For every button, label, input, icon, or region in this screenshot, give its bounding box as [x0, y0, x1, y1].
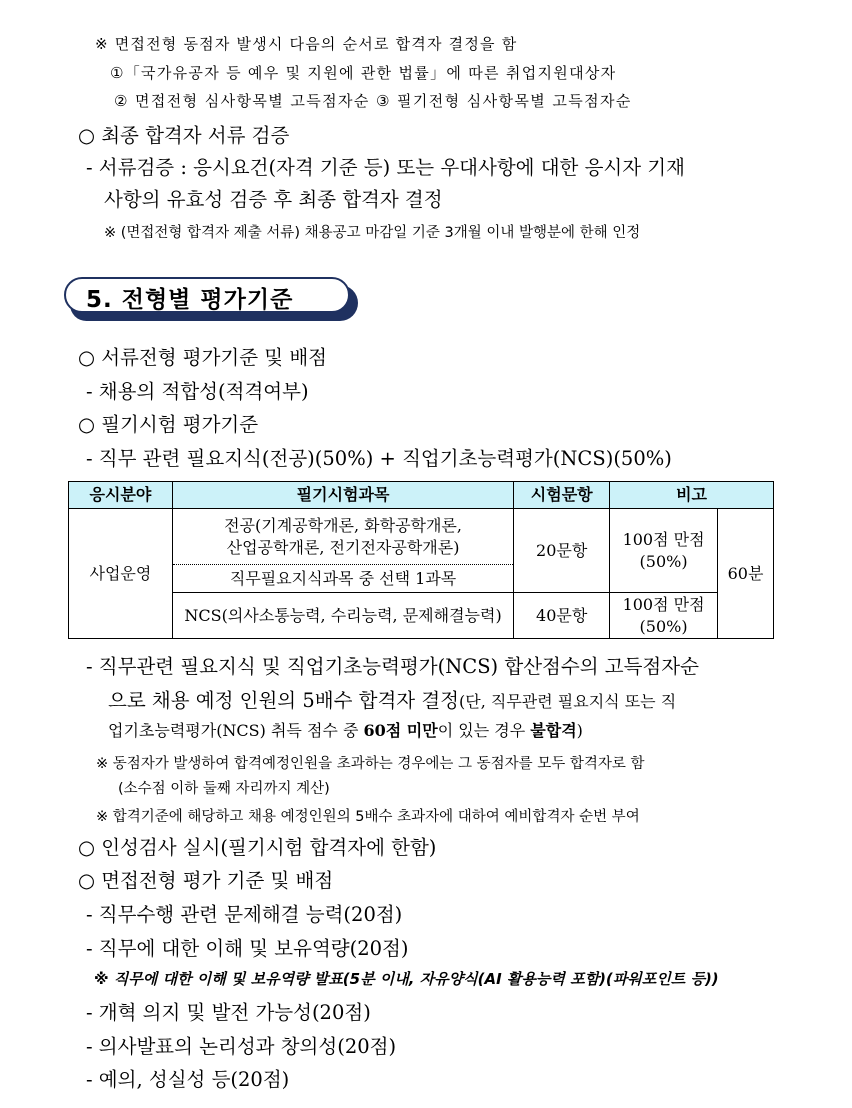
- pass-rule-line-3: [108, 718, 583, 741]
- pass-rule-3b: 60점 미만: [363, 721, 438, 740]
- cell-questions-2: 40문항: [514, 593, 610, 639]
- table-row: [69, 509, 774, 565]
- interview-item-1: - 직무수행 관련 문제해결 능력(20점): [86, 903, 403, 926]
- header-subject: 필기시험과목: [172, 482, 513, 509]
- header-remarks: 비고: [610, 482, 774, 509]
- tie-note-2: (소수점 이하 둘째 자리까지 계산): [118, 781, 330, 797]
- tie-rule-item-1: ①「국가유공자 등 예우 및 지원에 관한 법률」에 따른 취업지원대상자: [110, 64, 617, 82]
- cell-questions-1: 20문항: [514, 509, 610, 593]
- written-criteria-title: ○ 필기시험 평가기준: [78, 413, 259, 436]
- score-2-line-2: (50%): [639, 616, 688, 636]
- cell-subject-ncs: NCS(의사소통능력, 수리능력, 문제해결능력): [172, 593, 513, 639]
- subject-major-line-2: 산업공학개론, 전기전자공학개론): [226, 537, 460, 557]
- section-heading: [64, 277, 356, 317]
- pass-rule-3a: 업기초능력평가(NCS) 취득 점수 중: [108, 721, 364, 740]
- final-check-desc-1: - 서류검증 : 응시요건(자격 기준 등) 또는 우대사항에 대한 응시자 기재: [86, 156, 685, 179]
- personality-test: ○ 인성검사 실시(필기시험 합격자에 한함): [78, 836, 437, 859]
- final-check-title: ○ 최종 합격자 서류 검증: [78, 124, 290, 147]
- interview-item-2-note: ※ 직무에 대한 이해 및 보유역량 발표(5분 이내, 자유양식(AI 활용능력 포함)(파워포인트 등)): [94, 970, 719, 988]
- cell-subject-major: [172, 509, 513, 565]
- interview-item-3: - 개혁 의지 및 발전 가능성(20점): [86, 1001, 371, 1024]
- pass-rule-3e: ): [576, 721, 583, 740]
- tie-note-1: ※ 동점자가 발생하여 합격예정인원을 초과하는 경우에는 그 동점자를 모두 합격자로 함: [96, 756, 645, 772]
- reserve-note: ※ 합격기준에 해당하고 채용 예정인원의 5배수 초과자에 대하여 예비합격자 순번 부여: [96, 809, 640, 825]
- final-check-note: ※ (면접전형 합격자 제출 서류) 채용공고 마감일 기준 3개월 이내 발행분에 한해 인정: [104, 225, 641, 241]
- cell-score-2: [610, 593, 718, 639]
- pass-rule-line-2b: (단, 직무관련 필요지식 또는 직: [459, 692, 677, 711]
- pass-rule-3c: 이 있는 경우: [437, 721, 531, 740]
- interview-item-5: - 예의, 성실성 등(20점): [86, 1068, 290, 1091]
- table-row: [69, 593, 774, 639]
- cell-time: 60분: [718, 509, 774, 639]
- pass-rule-line-2a: 으로 채용 예정 인원의 5배수 합격자 결정: [108, 689, 459, 712]
- cell-field: 사업운영: [69, 509, 173, 639]
- subject-major-line-1: 전공(기계공학개론, 화학공학개론,: [224, 515, 462, 535]
- section-heading-text: 5. 전형별 평가기준: [86, 287, 294, 313]
- interview-item-4: - 의사발표의 논리성과 창의성(20점): [86, 1035, 397, 1058]
- interview-item-2: - 직무에 대한 이해 및 보유역량(20점): [86, 937, 409, 960]
- pass-rule-line-1: - 직무관련 필요지식 및 직업기초능력평가(NCS) 합산점수의 고득점자순: [86, 655, 699, 678]
- pass-rule-line-2: [108, 685, 676, 713]
- doc-criteria-item: - 채용의 적합성(적격여부): [86, 380, 309, 403]
- score-2-line-1: 100점 만점: [622, 594, 705, 614]
- final-check-desc-2: 사항의 유효성 검증 후 최종 합격자 결정: [104, 188, 443, 211]
- score-1-line-2: (50%): [639, 551, 688, 571]
- header-field: 응시분야: [69, 482, 173, 509]
- cell-score-1: [610, 509, 718, 593]
- pass-rule-3d: 불합격: [530, 721, 577, 740]
- header-questions: 시험문항: [514, 482, 610, 509]
- tie-rule-note: ※ 면접전형 동점자 발생시 다음의 순서로 합격자 결정을 함: [95, 35, 518, 53]
- interview-criteria-title: ○ 면접전형 평가 기준 및 배점: [78, 869, 334, 892]
- score-1-line-1: 100점 만점: [622, 529, 705, 549]
- tie-rule-item-2: ② 면접전형 심사항목별 고득점자순 ③ 필기전형 심사항목별 고득점자순: [114, 92, 632, 110]
- exam-table: [68, 481, 774, 639]
- cell-subject-alt: 직무필요지식과목 중 선택 1과목: [172, 565, 513, 593]
- doc-criteria-title: ○ 서류전형 평가기준 및 배점: [78, 346, 328, 369]
- table-header-row: [69, 482, 774, 509]
- written-criteria-item: - 직무 관련 필요지식(전공)(50%) + 직업기초능력평가(NCS)(50%): [86, 447, 672, 470]
